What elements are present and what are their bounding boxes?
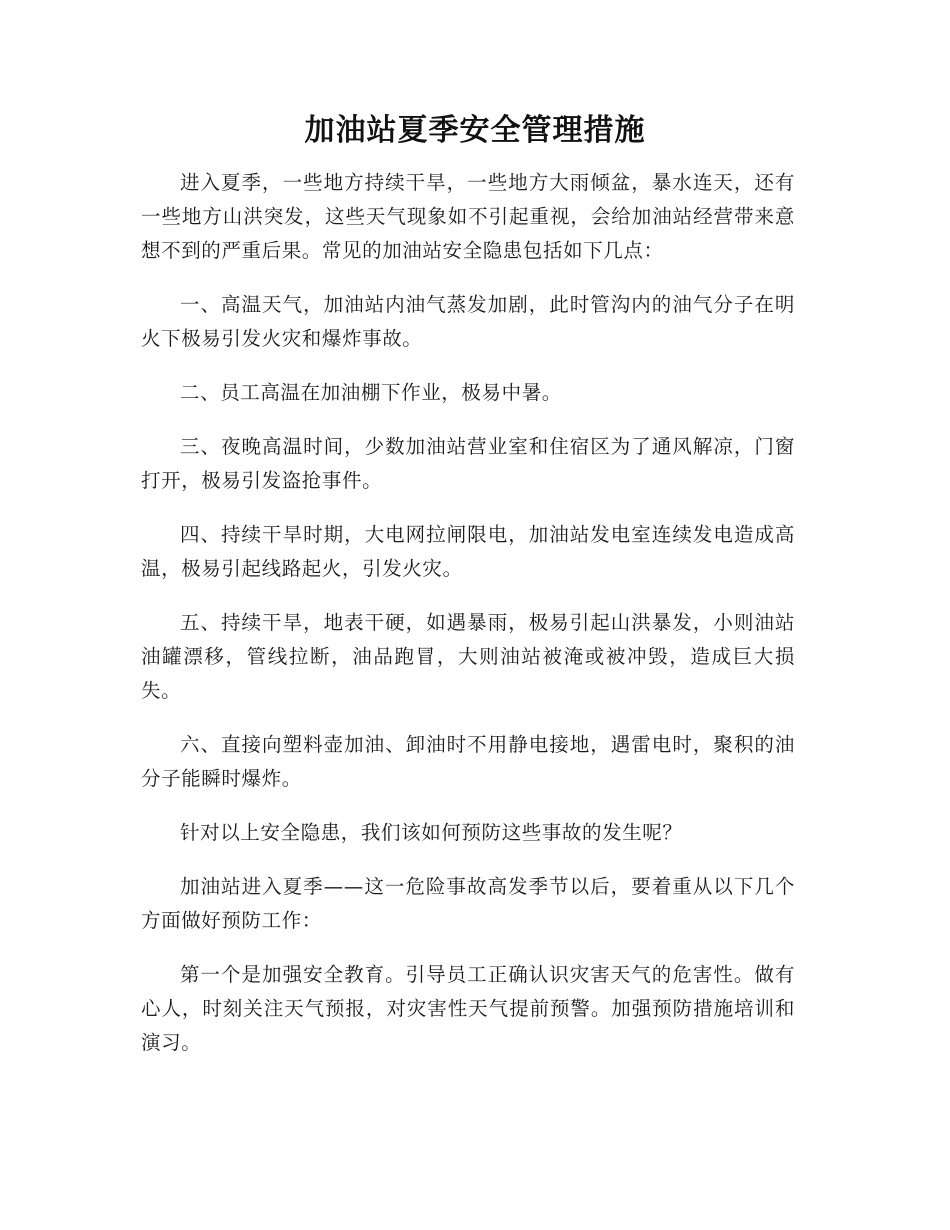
paragraph-hazard-5: 五、持续干旱，地表干硬，如遇暴雨，极易引起山洪暴发，小则油站油罐漂移，管线拉断，油品跑冒，大则油站被淹或被冲毁，造成巨大损失。 [141,611,795,702]
paragraph-hazard-1: 一、高温天气，加油站内油气蒸发加剧，此时管沟内的油气分子在明火下极易引发火灾和爆炸事故。 [141,293,795,350]
document-title: 加油站夏季安全管理措施 [304,113,646,148]
paragraph-measure-1: 第一个是加强安全教育。引导员工正确认识灾害天气的危害性。做有心人，时刻关注天气预报，对灾害性天气提前预警。加强预防措施培训和演习。 [141,963,795,1054]
paragraph-hazard-6: 六、直接向塑料壶加油、卸油时不用静电接地，遇雷电时，聚积的油分子能瞬时爆炸。 [141,733,795,790]
document-body [141,166,795,1080]
paragraph-hazard-4: 四、持续干旱时期，大电网拉闸限电，加油站发电室连续发电造成高温，极易引起线路起火，引发火灾。 [141,523,795,580]
paragraph-hazard-3: 三、夜晚高温时间，少数加油站营业室和住宿区为了通风解凉，门窗打开，极易引发盗抢事件。 [141,435,795,492]
paragraph-intro: 进入夏季，一些地方持续干旱，一些地方大雨倾盆，暴水连天，还有一些地方山洪突发，这些天气现象如不引起重视，会给加油站经营带来意想不到的严重后果。常见的加油站安全隐患包括如下几点： [141,171,795,262]
paragraph-prevention-intro: 加油站进入夏季——这一危险事故高发季节以后，要着重从以下几个方面做好预防工作： [141,875,795,932]
paragraph-hazard-2: 二、员工高温在加油棚下作业，极易中暑。 [180,381,562,404]
paragraph-question: 针对以上安全隐患，我们该如何预防这些事故的发生呢？ [180,821,683,844]
